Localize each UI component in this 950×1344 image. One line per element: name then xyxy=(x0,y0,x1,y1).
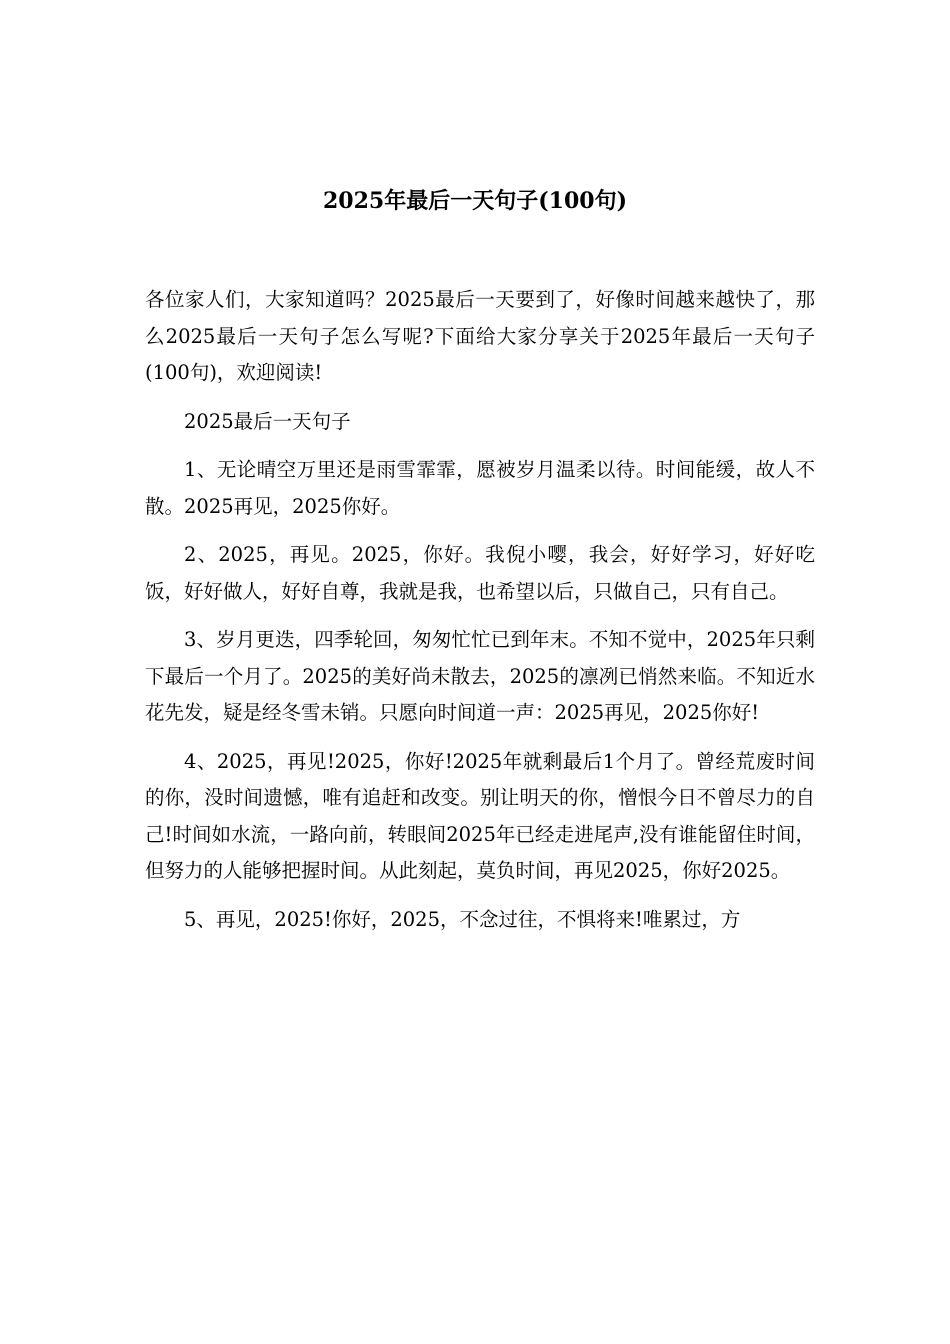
intro-paragraph: 各位家人们，大家知道吗？2025最后一天要到了，好像时间越来越快了，那么2025最后一天句子怎么写呢?下面给大家分享关于2025年最后一天句子(100句)，欢迎阅读! xyxy=(145,288,815,384)
sentence-item-2: 2、2025，再见。2025，你好。我倪小嘤，我会，好好学习，好好吃饭，好好做人，好好自尊，我就是我，也希望以后，只做自己，只有自己。 xyxy=(145,543,815,603)
section-heading: 2025最后一天句子 xyxy=(184,409,351,433)
sentence-item-5: 5、再见，2025!你好，2025，不念过往，不惧将来!唯累过，方 xyxy=(184,907,741,931)
document-title: 2025年最后一天句子(100句) xyxy=(323,188,627,214)
sentence-item-1: 1、无论晴空万里还是雨雪霏霏，愿被岁月温柔以待。时间能缓，故人不散。2025再见，2025你好。 xyxy=(145,458,815,518)
sentence-item-3: 3、岁月更迭，四季轮回，匆匆忙忙已到年末。不知不觉中，2025年只剩下最后一个月了。2025的美好尚未散去，2025的凛冽已悄然来临。不知近水花先发，疑是经冬雪未销。只愿向时间道一声：2025再见，2025你好! xyxy=(145,628,815,724)
document-body xyxy=(145,282,815,950)
sentence-item-4: 4、2025，再见!2025，你好!2025年就剩最后1个月了。曾经荒废时间的你，没时间遗憾，唯有追赶和改变。别让明天的你，憎恨今日不曾尽力的自己!时间如水流，一路向前，转眼间2025年已经走进尾声,没有谁能留住时间，但努力的人能够把握时间。从此刻起，莫负时间，再见2025，你好2025。 xyxy=(145,749,815,882)
